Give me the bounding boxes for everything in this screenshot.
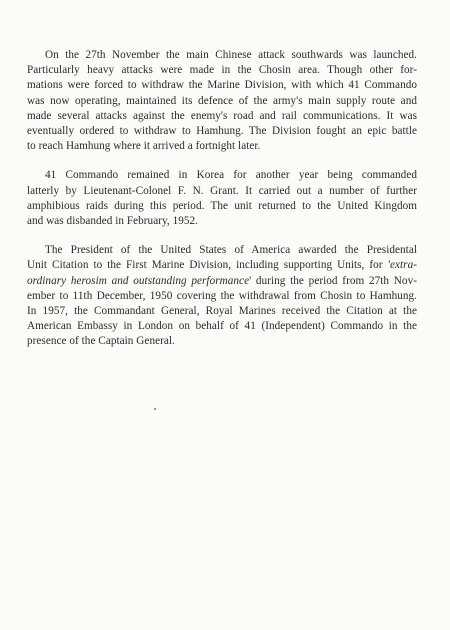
paragraph-presidential-citation: [27, 243, 417, 349]
italic-quote-start: 'extra-: [387, 259, 417, 272]
text-line: eventually ordered to withdraw to Hamhung. The Division fought an epic battle: [27, 125, 417, 138]
text-line: latterly by Lieutenant-Colonel F. N. Grant. It carried out a number of further: [27, 184, 417, 197]
document-body: [27, 48, 417, 364]
text-line: [27, 258, 417, 273]
text-line: On the 27th November the main Chinese attack southwards was launched.: [45, 49, 417, 61]
text-segment: ' during the period from 27th Nov-: [249, 274, 417, 287]
text-line: presence of the Captain General.: [27, 335, 175, 348]
text-line: amphibious raids during this period. The unit returned to the United Kingdom: [27, 199, 417, 212]
text-segment: Unit Citation to the First Marine Division, including supporting Units, for: [27, 259, 388, 272]
paper-speck: [154, 408, 156, 410]
text-line: The President of the United States of America awarded the Presidental: [45, 244, 417, 257]
text-line: mations were forced to withdraw the Marine Division, with which 41 Commando: [27, 79, 417, 92]
text-line: [27, 274, 417, 289]
text-line: was now operating, maintained its defence of the army's main supply route and: [27, 94, 417, 107]
paragraph-41-commando: [27, 168, 417, 229]
text-line: and was disbanded in February, 1952.: [27, 215, 199, 228]
text-line: Particularly heavy attacks were made in the Chosin area. Though other for-: [27, 64, 417, 77]
italic-quote: ordinary herosim and outstanding performance: [27, 274, 250, 287]
text-line: to reach Hamhung where it arrived a fortnight later.: [27, 140, 261, 153]
text-line: made several attacks against the enemy's road and rail communications. It was: [27, 109, 417, 122]
text-line: 41 Commando remained in Korea for another year being commanded: [45, 169, 417, 182]
text-line: American Embassy in London on behalf of 41 (Independent) Commando in the: [27, 320, 417, 333]
text-line: ember to 11th December, 1950 covering the withdrawal from Chosin to Hamhung.: [27, 289, 417, 302]
text-line: In 1957, the Commandant General, Royal Marines received the Citation at the: [27, 305, 417, 318]
paragraph-chosin-attack: [27, 48, 417, 154]
